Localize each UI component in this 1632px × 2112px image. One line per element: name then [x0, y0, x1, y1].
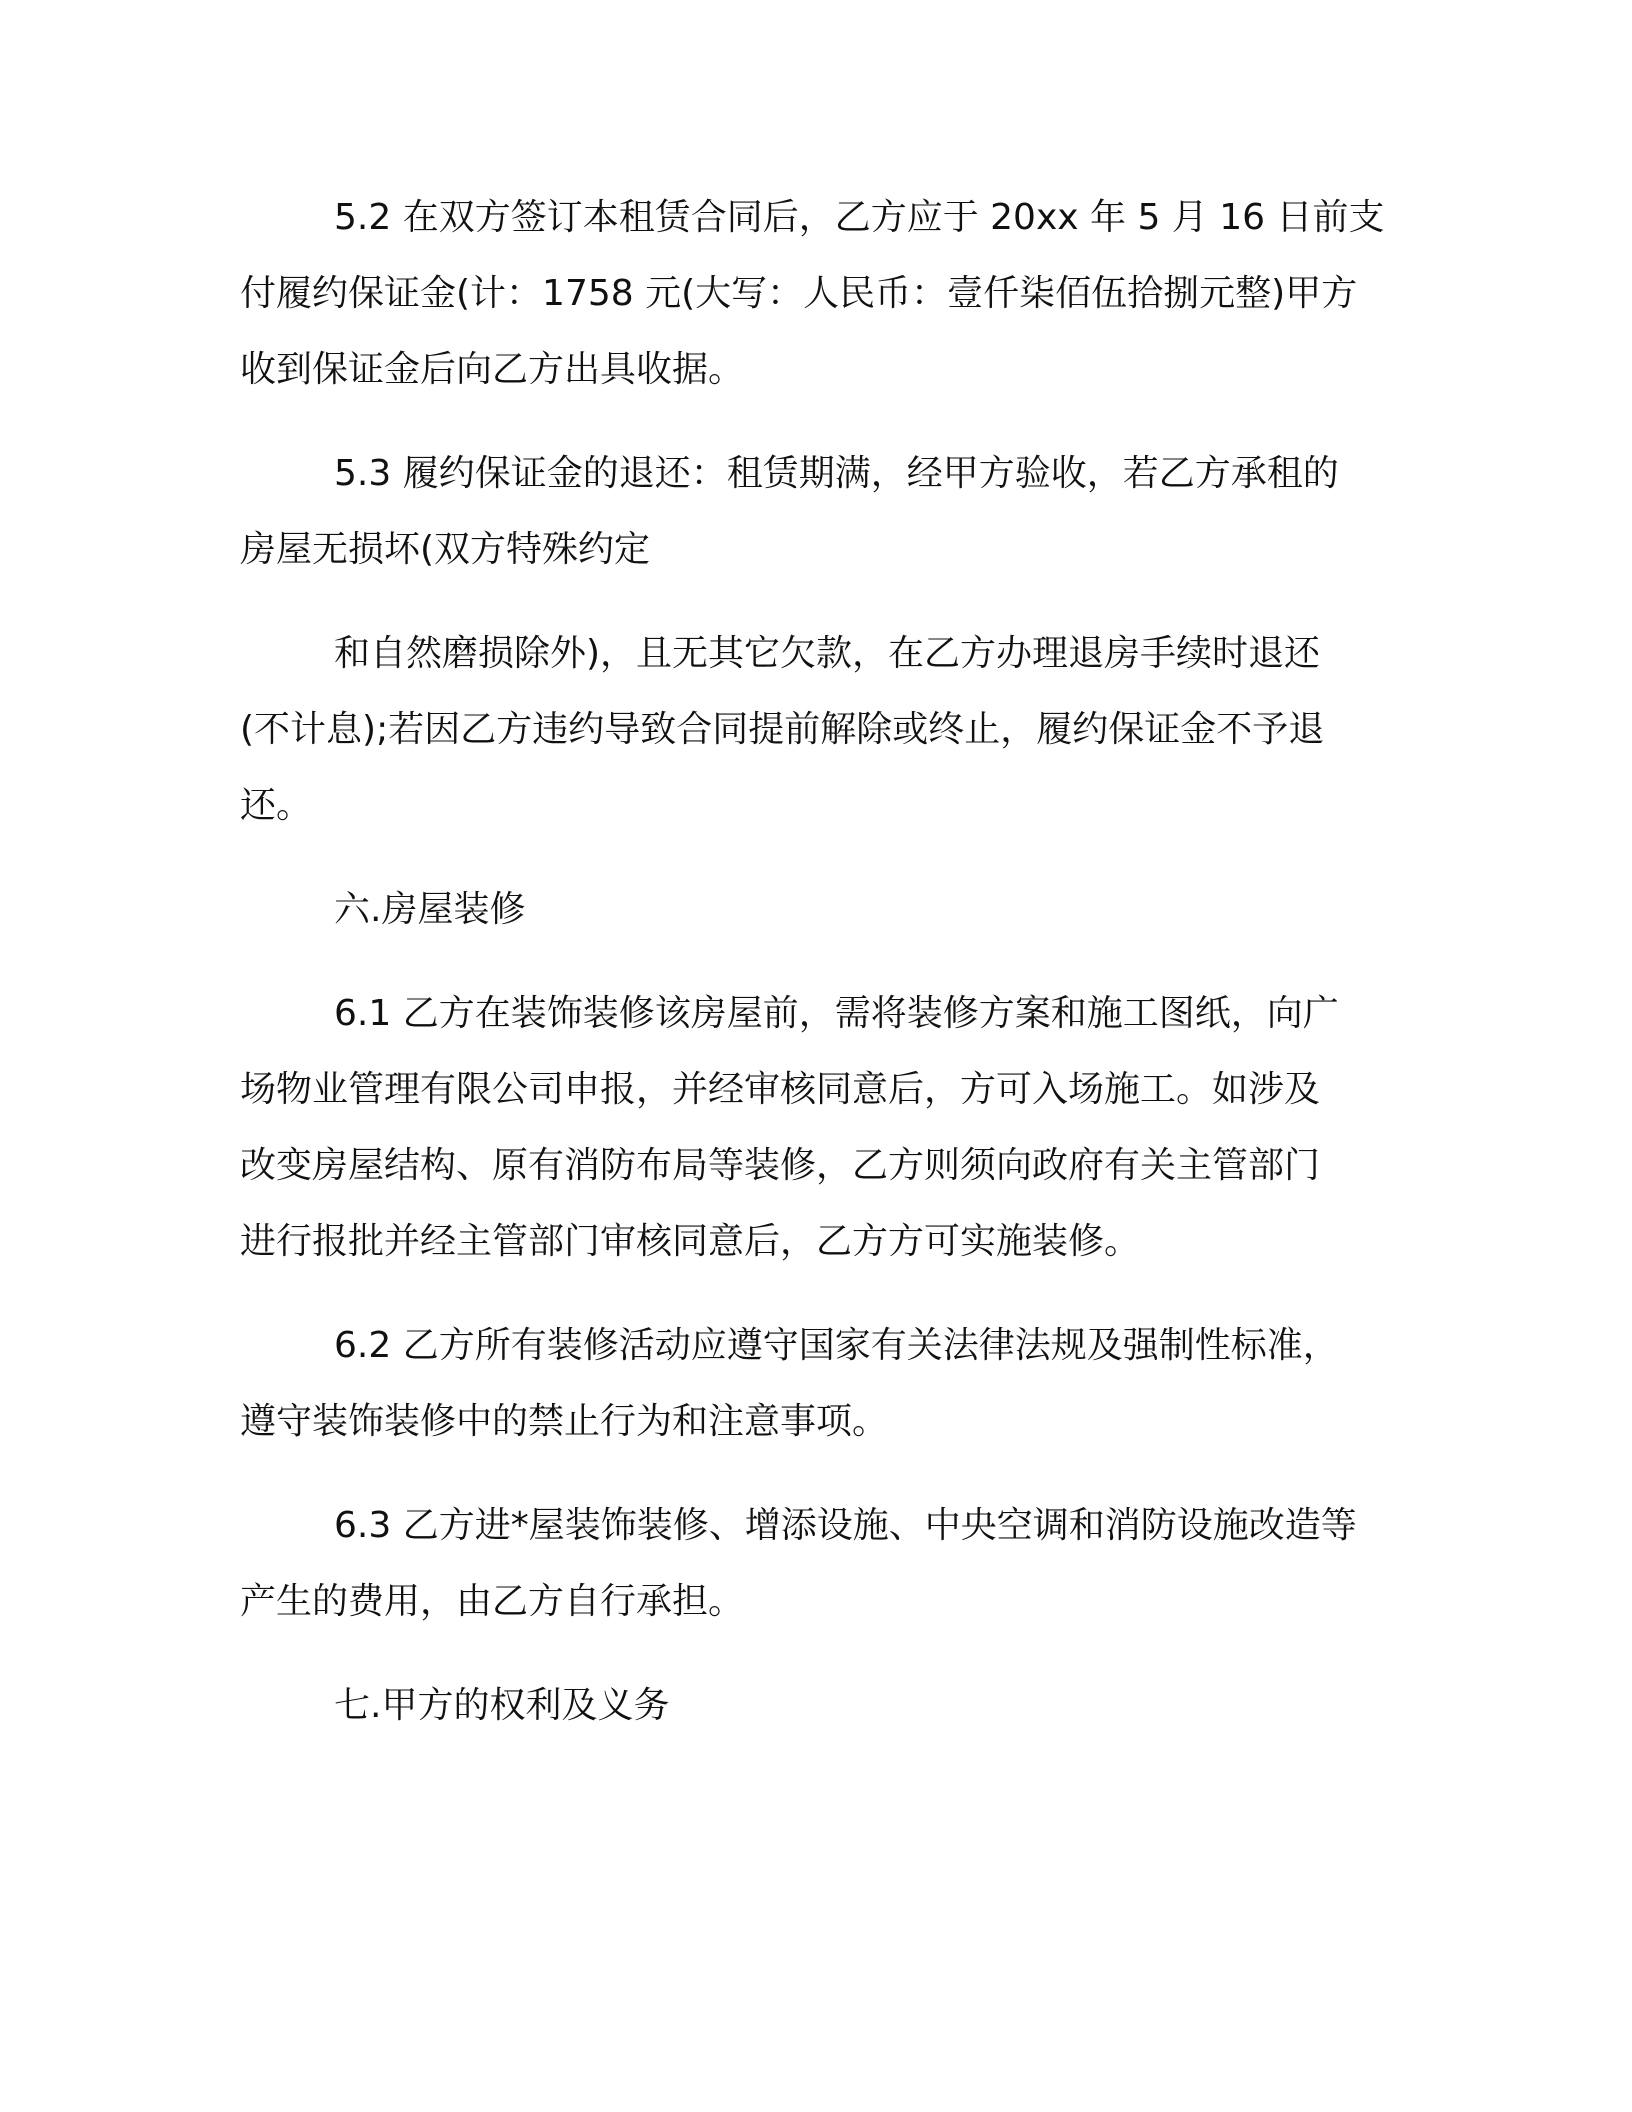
section-heading: 七.甲方的权利及义务: [334, 1685, 670, 1726]
text-line: (不计息);若因乙方违约导致合同提前解除或终止，履约保证金不予退: [240, 709, 1325, 750]
text-line: 产生的费用，由乙方自行承担。: [240, 1581, 745, 1622]
text-line: 5.3 履约保证金的退还：租赁期满，经甲方验收，若乙方承租的: [334, 453, 1339, 494]
text-line: 和自然磨损除外)，且无其它欠款，在乙方办理退房手续时退还: [334, 633, 1321, 674]
text-line: 6.2 乙方所有装修活动应遵守国家有关法律法规及强制性标准，: [334, 1325, 1339, 1366]
text-line: 6.3 乙方进*屋装饰装修、增添设施、中央空调和消防设施改造等: [334, 1505, 1357, 1546]
text-line: 进行报批并经主管部门审核同意后，乙方方可实施装修。: [240, 1221, 1141, 1262]
text-line: 遵守装饰装修中的禁止行为和注意事项。: [240, 1401, 889, 1442]
text-line: 房屋无损坏(双方特殊约定: [240, 529, 651, 570]
text-line: 改变房屋结构、原有消防布局等装修，乙方则须向政府有关主管部门: [240, 1145, 1321, 1186]
text-line: 付履约保证金(计：1758 元(大写：人民币：壹仟柒佰伍拾捌元整)甲方: [240, 273, 1358, 314]
text-line: 5.2 在双方签订本租赁合同后，乙方应于 20xx 年 5 月 16 日前支: [334, 197, 1385, 238]
text-line: 场物业管理有限公司申报，并经审核同意后，方可入场施工。如涉及: [240, 1069, 1321, 1110]
section-heading: 六.房屋装修: [334, 889, 526, 930]
text-line: 收到保证金后向乙方出具收据。: [240, 349, 745, 390]
text-line: 还。: [240, 785, 313, 826]
text-line: 6.1 乙方在装饰装修该房屋前，需将装修方案和施工图纸，向广: [334, 993, 1339, 1034]
